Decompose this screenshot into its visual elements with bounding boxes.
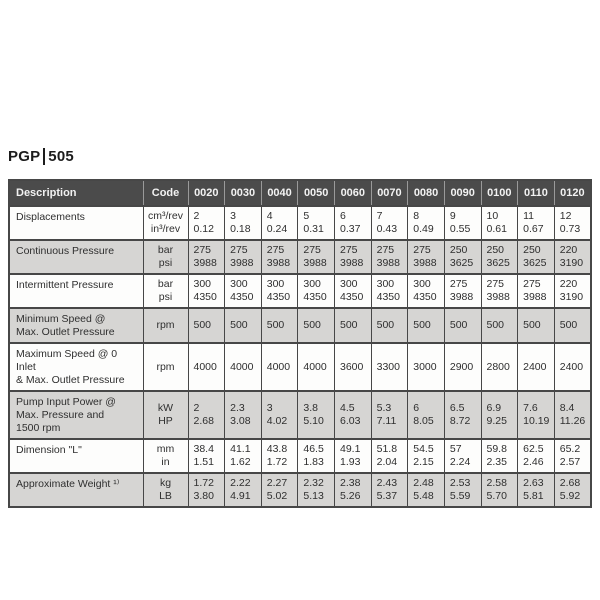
value-cell: 275 3988 [298, 240, 335, 274]
value-cell: 3300 [371, 343, 408, 391]
value-cell: 9 0.55 [444, 206, 481, 240]
value-cell: 2.63 5.81 [518, 473, 555, 507]
value-cell: 500 [261, 308, 298, 343]
value-cell: 54.5 2.15 [408, 439, 445, 473]
row-description: Continuous Pressure [9, 240, 143, 274]
value-cell: 220 3190 [554, 240, 591, 274]
column-header-0020: 0020 [188, 180, 225, 206]
value-cell: 43.8 1.72 [261, 439, 298, 473]
value-cell: 300 4350 [225, 274, 262, 308]
value-cell: 2.3 3.08 [225, 391, 262, 439]
value-cell: 11 0.67 [518, 206, 555, 240]
column-header-0120: 0120 [554, 180, 591, 206]
row-units: rpm [143, 308, 188, 343]
column-header-0040: 0040 [261, 180, 298, 206]
value-cell: 4000 [298, 343, 335, 391]
column-header-0030: 0030 [225, 180, 262, 206]
row-description: Displacements [9, 206, 143, 240]
column-header-0080: 0080 [408, 180, 445, 206]
spec-table [8, 179, 592, 508]
value-cell: 57 2.24 [444, 439, 481, 473]
title-divider [43, 148, 45, 165]
value-cell: 3 4.02 [261, 391, 298, 439]
value-cell: 4.5 6.03 [335, 391, 372, 439]
value-cell: 4000 [261, 343, 298, 391]
value-cell: 51.8 2.04 [371, 439, 408, 473]
table-row [9, 343, 591, 391]
value-cell: 8 0.49 [408, 206, 445, 240]
row-units: bar psi [143, 274, 188, 308]
value-cell: 3600 [335, 343, 372, 391]
column-header-0100: 0100 [481, 180, 518, 206]
value-cell: 500 [298, 308, 335, 343]
page-title-model: 505 [48, 147, 74, 165]
value-cell: 5 0.31 [298, 206, 335, 240]
row-units: kW HP [143, 391, 188, 439]
value-cell: 7.6 10.19 [518, 391, 555, 439]
value-cell: 300 4350 [371, 274, 408, 308]
column-header-0070: 0070 [371, 180, 408, 206]
row-units: mm in [143, 439, 188, 473]
value-cell: 2.53 5.59 [444, 473, 481, 507]
value-cell: 250 3625 [481, 240, 518, 274]
value-cell: 2.43 5.37 [371, 473, 408, 507]
row-description: Pump Input Power @ Max. Pressure and 1500 rpm [9, 391, 143, 439]
value-cell: 1.72 3.80 [188, 473, 225, 507]
value-cell: 300 4350 [188, 274, 225, 308]
value-cell: 300 4350 [261, 274, 298, 308]
value-cell: 10 0.61 [481, 206, 518, 240]
value-cell: 300 4350 [408, 274, 445, 308]
value-cell: 275 3988 [188, 240, 225, 274]
table-row [9, 206, 591, 240]
value-cell: 3 0.18 [225, 206, 262, 240]
row-description: Intermittent Pressure [9, 274, 143, 308]
value-cell: 500 [335, 308, 372, 343]
value-cell: 500 [188, 308, 225, 343]
value-cell: 2900 [444, 343, 481, 391]
value-cell: 8.4 11.26 [554, 391, 591, 439]
value-cell: 500 [444, 308, 481, 343]
value-cell: 500 [408, 308, 445, 343]
value-cell: 275 3988 [261, 240, 298, 274]
column-header-0090: 0090 [444, 180, 481, 206]
value-cell: 41.1 1.62 [225, 439, 262, 473]
table-row [9, 240, 591, 274]
value-cell: 250 3625 [444, 240, 481, 274]
value-cell: 300 4350 [298, 274, 335, 308]
row-description: Maximum Speed @ 0 Inlet & Max. Outlet Pressure [9, 343, 143, 391]
value-cell: 4000 [225, 343, 262, 391]
value-cell: 6 0.37 [335, 206, 372, 240]
value-cell: 38.4 1.51 [188, 439, 225, 473]
table-row [9, 274, 591, 308]
column-header-0110: 0110 [518, 180, 555, 206]
value-cell: 500 [371, 308, 408, 343]
value-cell: 3.8 5.10 [298, 391, 335, 439]
column-header-0060: 0060 [335, 180, 372, 206]
value-cell: 6.9 9.25 [481, 391, 518, 439]
value-cell: 65.2 2.57 [554, 439, 591, 473]
value-cell: 2.48 5.48 [408, 473, 445, 507]
value-cell: 12 0.73 [554, 206, 591, 240]
value-cell: 500 [518, 308, 555, 343]
value-cell: 500 [225, 308, 262, 343]
row-units: bar psi [143, 240, 188, 274]
value-cell: 3000 [408, 343, 445, 391]
spec-table-body [9, 206, 591, 507]
value-cell: 2.38 5.26 [335, 473, 372, 507]
row-units: rpm [143, 343, 188, 391]
value-cell: 275 3988 [518, 274, 555, 308]
value-cell: 275 3988 [481, 274, 518, 308]
value-cell: 59.8 2.35 [481, 439, 518, 473]
row-description: Dimension "L" [9, 439, 143, 473]
value-cell: 500 [481, 308, 518, 343]
value-cell: 275 3988 [371, 240, 408, 274]
value-cell: 6.5 8.72 [444, 391, 481, 439]
value-cell: 2400 [518, 343, 555, 391]
value-cell: 500 [554, 308, 591, 343]
page-title [8, 146, 600, 166]
table-row [9, 439, 591, 473]
row-description: Approximate Weight ¹⁾ [9, 473, 143, 507]
row-units: cm³/rev in³/rev [143, 206, 188, 240]
value-cell: 49.1 1.93 [335, 439, 372, 473]
value-cell: 46.5 1.83 [298, 439, 335, 473]
value-cell: 2.58 5.70 [481, 473, 518, 507]
value-cell: 2400 [554, 343, 591, 391]
value-cell: 250 3625 [518, 240, 555, 274]
page-title-series: PGP [8, 147, 41, 165]
value-cell: 5.3 7.11 [371, 391, 408, 439]
value-cell: 2.22 4.91 [225, 473, 262, 507]
column-header-0050: 0050 [298, 180, 335, 206]
value-cell: 4 0.24 [261, 206, 298, 240]
value-cell: 62.5 2.46 [518, 439, 555, 473]
table-row [9, 308, 591, 343]
value-cell: 2800 [481, 343, 518, 391]
value-cell: 6 8.05 [408, 391, 445, 439]
spec-table-head-row [9, 180, 591, 206]
value-cell: 2.68 5.92 [554, 473, 591, 507]
value-cell: 2.32 5.13 [298, 473, 335, 507]
row-units: kg LB [143, 473, 188, 507]
value-cell: 300 4350 [335, 274, 372, 308]
value-cell: 275 3988 [335, 240, 372, 274]
value-cell: 275 3988 [225, 240, 262, 274]
value-cell: 220 3190 [554, 274, 591, 308]
value-cell: 7 0.43 [371, 206, 408, 240]
value-cell: 275 3988 [444, 274, 481, 308]
value-cell: 2 2.68 [188, 391, 225, 439]
table-row [9, 473, 591, 507]
value-cell: 275 3988 [408, 240, 445, 274]
column-header-code: Code [143, 180, 188, 206]
table-row [9, 391, 591, 439]
value-cell: 4000 [188, 343, 225, 391]
row-description: Minimum Speed @ Max. Outlet Pressure [9, 308, 143, 343]
value-cell: 2 0.12 [188, 206, 225, 240]
value-cell: 2.27 5.02 [261, 473, 298, 507]
column-header-description: Description [9, 180, 143, 206]
